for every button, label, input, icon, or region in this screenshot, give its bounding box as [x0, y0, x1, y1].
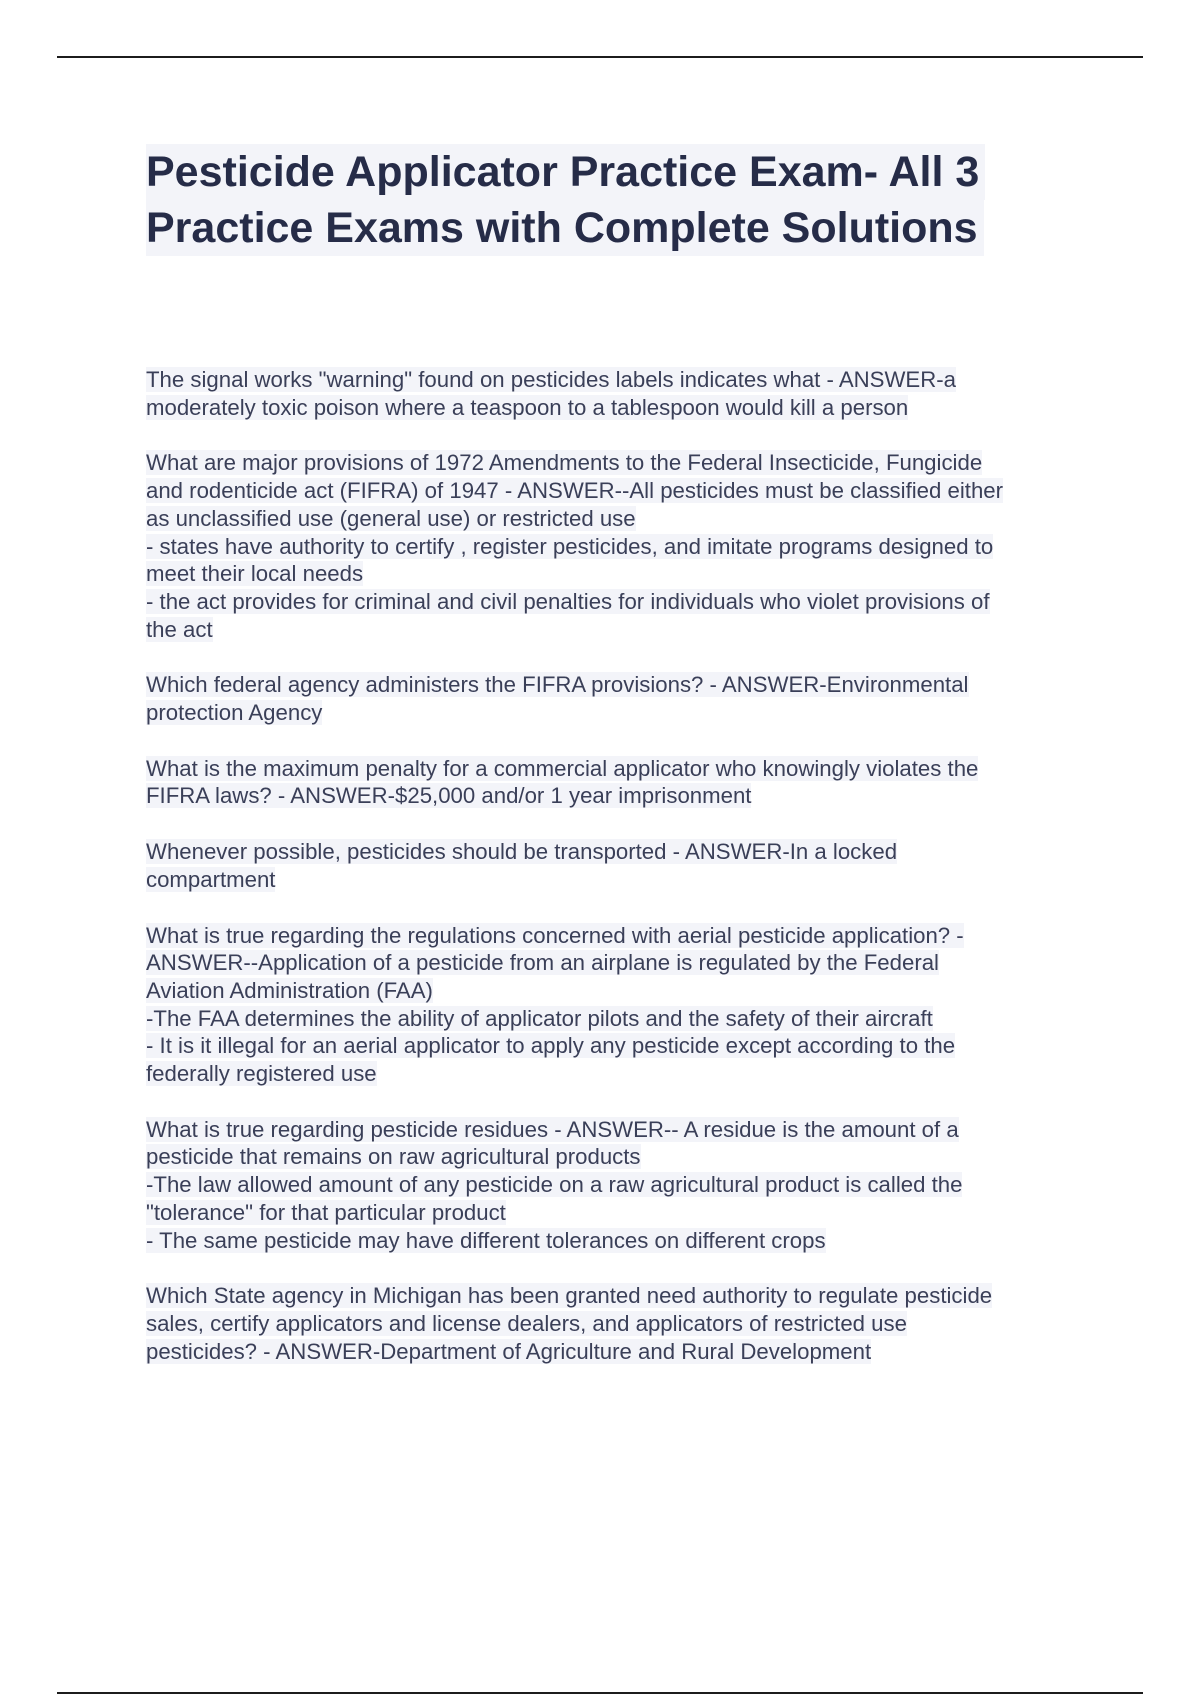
qa-text: What is true regarding pesticide residues - ANSWER-- A residue is the amount of a: [146, 1116, 959, 1142]
qa-text: - The same pesticide may have different tolerances on different crops: [146, 1227, 826, 1253]
qa-text: and rodenticide act (FIFRA) of 1947 - ANSWER--All pesticides must be classified either: [146, 478, 1004, 504]
qa-text-line: [146, 588, 1091, 616]
qa-text-line: [146, 366, 1091, 394]
qa-text-line: [146, 1227, 1091, 1255]
qa-item: [146, 755, 1091, 810]
qa-text-line: [146, 477, 1091, 505]
qa-item: [146, 922, 1091, 1088]
qa-text: Whenever possible, pesticides should be transported - ANSWER-In a locked: [146, 839, 898, 865]
qa-text-line: [146, 1143, 1091, 1171]
qa-text: - states have authority to certify , register pesticides, and imitate programs designed to: [146, 533, 994, 559]
qa-text-line: [146, 866, 1091, 894]
qa-text-line: [146, 533, 1091, 561]
qa-text-line: [146, 1032, 1091, 1060]
qa-text: Which federal agency administers the FIFRA provisions? - ANSWER-Environmental: [146, 672, 969, 698]
qa-text-line: [146, 1171, 1091, 1199]
qa-text-line: [146, 1338, 1091, 1366]
qa-item: [146, 1116, 1091, 1255]
header-rule: [57, 56, 1143, 58]
qa-text: pesticides? - ANSWER-Department of Agriculture and Rural Development: [146, 1338, 872, 1364]
qa-text-line: [146, 1310, 1091, 1338]
qa-text-line: [146, 616, 1091, 644]
qa-text-line: [146, 671, 1091, 699]
qa-text: -The law allowed amount of any pesticide on a raw agricultural product is called the: [146, 1172, 963, 1198]
qa-text-line: [146, 1116, 1091, 1144]
qa-text-line: [146, 1005, 1091, 1033]
qa-text: What are major provisions of 1972 Amendments to the Federal Insecticide, Fungicide: [146, 450, 983, 476]
qa-text: protection Agency: [146, 700, 323, 726]
qa-item: [146, 449, 1091, 643]
qa-item: [146, 838, 1091, 893]
qa-item: [146, 1282, 1091, 1365]
qa-text: What is true regarding the regulations concerned with aerial pesticide application? -: [146, 922, 964, 948]
qa-text: moderately toxic poison where a teaspoon to a tablespoon would kill a person: [146, 394, 909, 420]
qa-text: compartment: [146, 866, 276, 892]
qa-text: the act: [146, 616, 213, 642]
qa-list: [146, 366, 1091, 1393]
qa-text-line: [146, 838, 1091, 866]
qa-text: "tolerance" for that particular product: [146, 1199, 506, 1225]
qa-text: sales, certify applicators and license dealers, and applicators of restricted use: [146, 1310, 907, 1336]
qa-text: ANSWER--Application of a pesticide from an airplane is regulated by the Federal: [146, 950, 939, 976]
qa-text: - It is it illegal for an aerial applicator to apply any pesticide except according to the: [146, 1033, 956, 1059]
qa-text-line: [146, 755, 1091, 783]
qa-text-line: [146, 699, 1091, 727]
qa-text-line: [146, 782, 1091, 810]
qa-text: meet their local needs: [146, 561, 364, 587]
qa-text: as unclassified use (general use) or restricted use: [146, 505, 636, 531]
qa-text-line: [146, 1282, 1091, 1310]
qa-text: The signal works "warning" found on pesticides labels indicates what - ANSWER-a: [146, 367, 956, 392]
title-line: Practice Exams with Complete Solutions: [146, 200, 984, 256]
qa-text: -The FAA determines the ability of applicator pilots and the safety of their aircraft: [146, 1005, 933, 1031]
qa-text-line: [146, 505, 1091, 533]
qa-text: What is the maximum penalty for a commercial applicator who knowingly violates the: [146, 755, 979, 781]
qa-text: FIFRA laws? - ANSWER-$25,000 and/or 1 year imprisonment: [146, 783, 752, 809]
qa-item: [146, 366, 1091, 421]
footer-rule: [57, 1692, 1143, 1694]
qa-item: [146, 671, 1091, 726]
qa-text-line: [146, 949, 1091, 977]
qa-text-line: [146, 560, 1091, 588]
qa-text-line: [146, 449, 1091, 477]
qa-text: federally registered use: [146, 1061, 377, 1087]
qa-text: Which State agency in Michigan has been granted need authority to regulate pesticide: [146, 1283, 993, 1309]
document-title: [146, 144, 1086, 256]
qa-text: Aviation Administration (FAA): [146, 977, 433, 1003]
qa-text-line: [146, 1199, 1091, 1227]
qa-text-line: [146, 922, 1091, 950]
qa-text-line: [146, 1060, 1091, 1088]
qa-text-line: [146, 977, 1091, 1005]
qa-text-line: [146, 394, 1091, 422]
qa-text: - the act provides for criminal and civil penalties for individuals who violet provisions of: [146, 588, 990, 614]
title-line: Pesticide Applicator Practice Exam- All 3: [146, 144, 985, 200]
qa-text: pesticide that remains on raw agricultural products: [146, 1144, 641, 1170]
